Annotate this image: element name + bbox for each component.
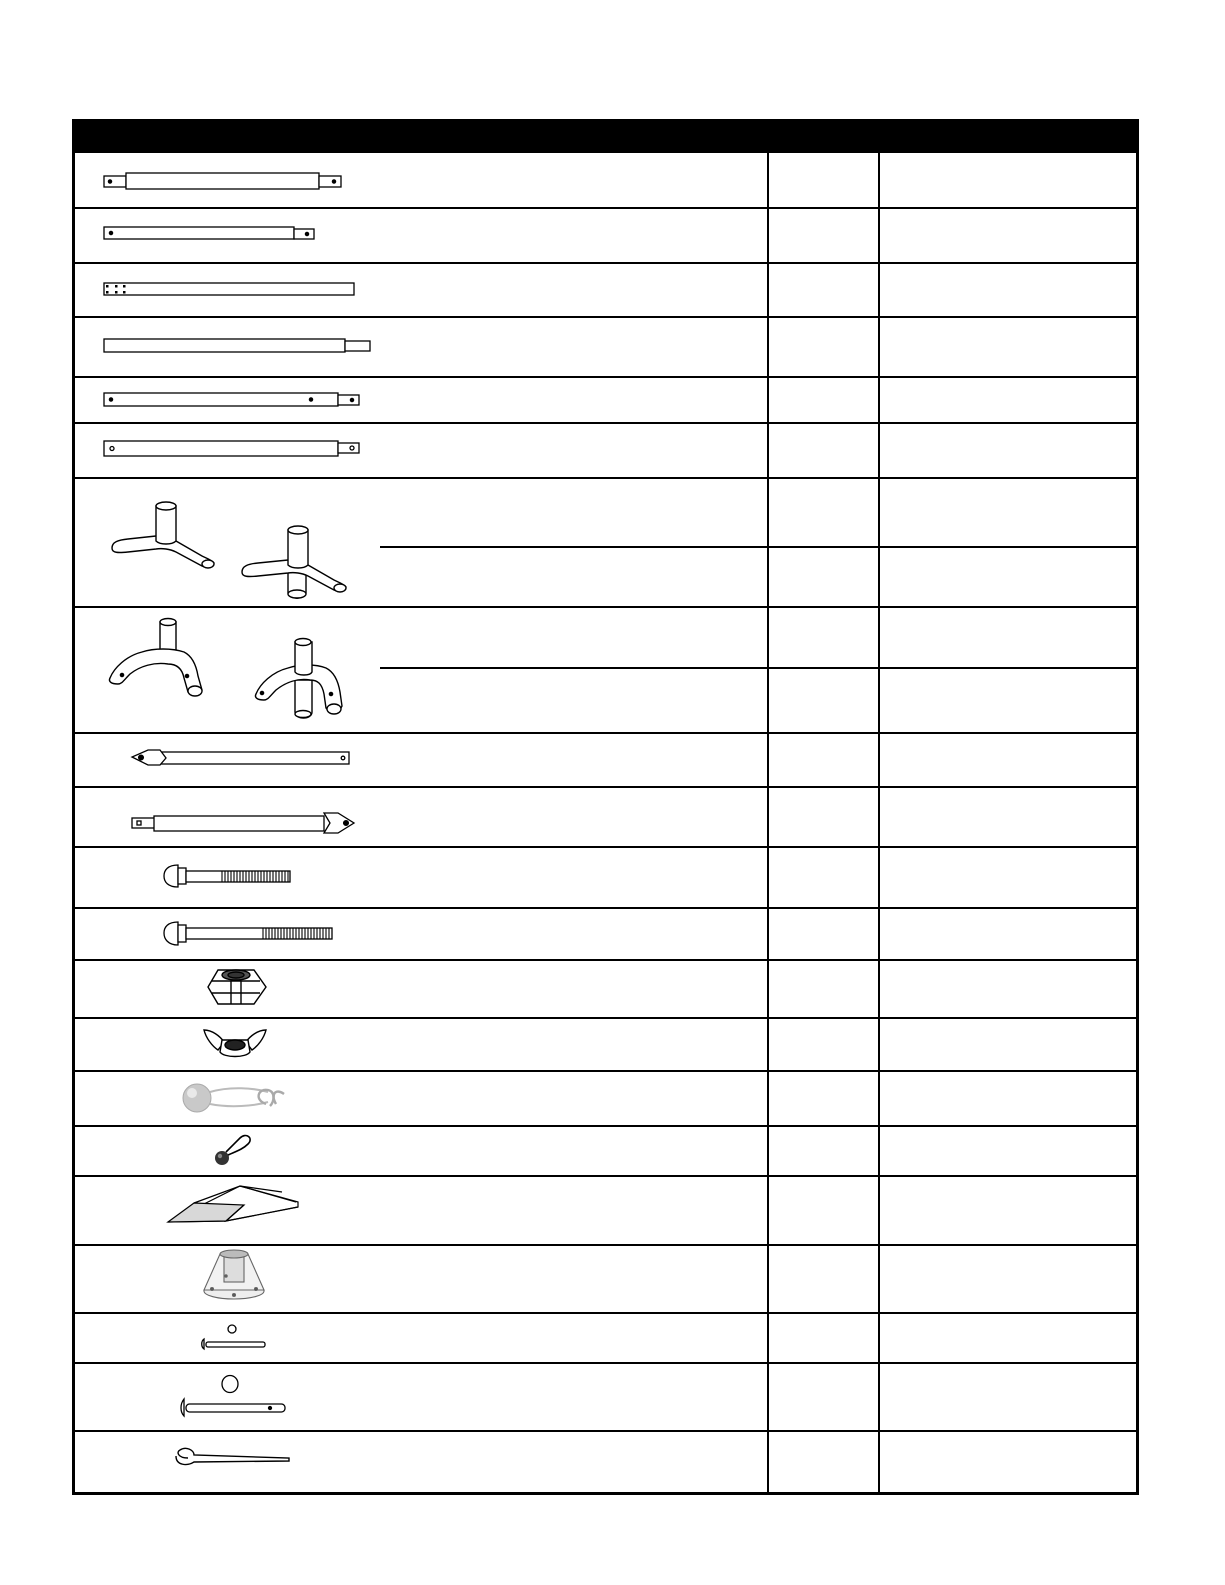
flattened-end-brace-right-icon [132,813,354,833]
tube-one-hole-swaged-icon [104,441,359,456]
large-clevis-pin-icon [181,1376,285,1417]
wing-nut-icon [204,1030,266,1057]
flat-four-way-connector-icon [242,526,346,598]
hex-nut-icon [208,970,266,1004]
ball-bungee-hook-icon [183,1084,284,1112]
tube-multi-hole-end-icon [104,283,354,295]
table-header [72,119,1139,153]
angled-four-way-connector-icon [255,639,342,719]
small-clevis-pin-icon [202,1325,265,1349]
long-carriage-bolt-icon [164,922,332,945]
tent-stake-icon [176,1448,289,1464]
angled-three-way-connector-icon [109,619,202,697]
ball-bungee-icon [215,1136,250,1165]
canopy-cover-icon [168,1186,298,1222]
flat-three-way-connector-icon [112,502,214,568]
tube-both-ends-swaged-icon [104,173,341,189]
foot-plate-icon [204,1250,264,1299]
tube-two-hole-swaged-icon [104,393,359,406]
short-carriage-bolt-icon [164,865,290,887]
tube-one-end-swaged-icon [104,227,314,239]
flattened-end-brace-left-icon [132,750,349,765]
tube-plain-swaged-icon [104,339,370,352]
